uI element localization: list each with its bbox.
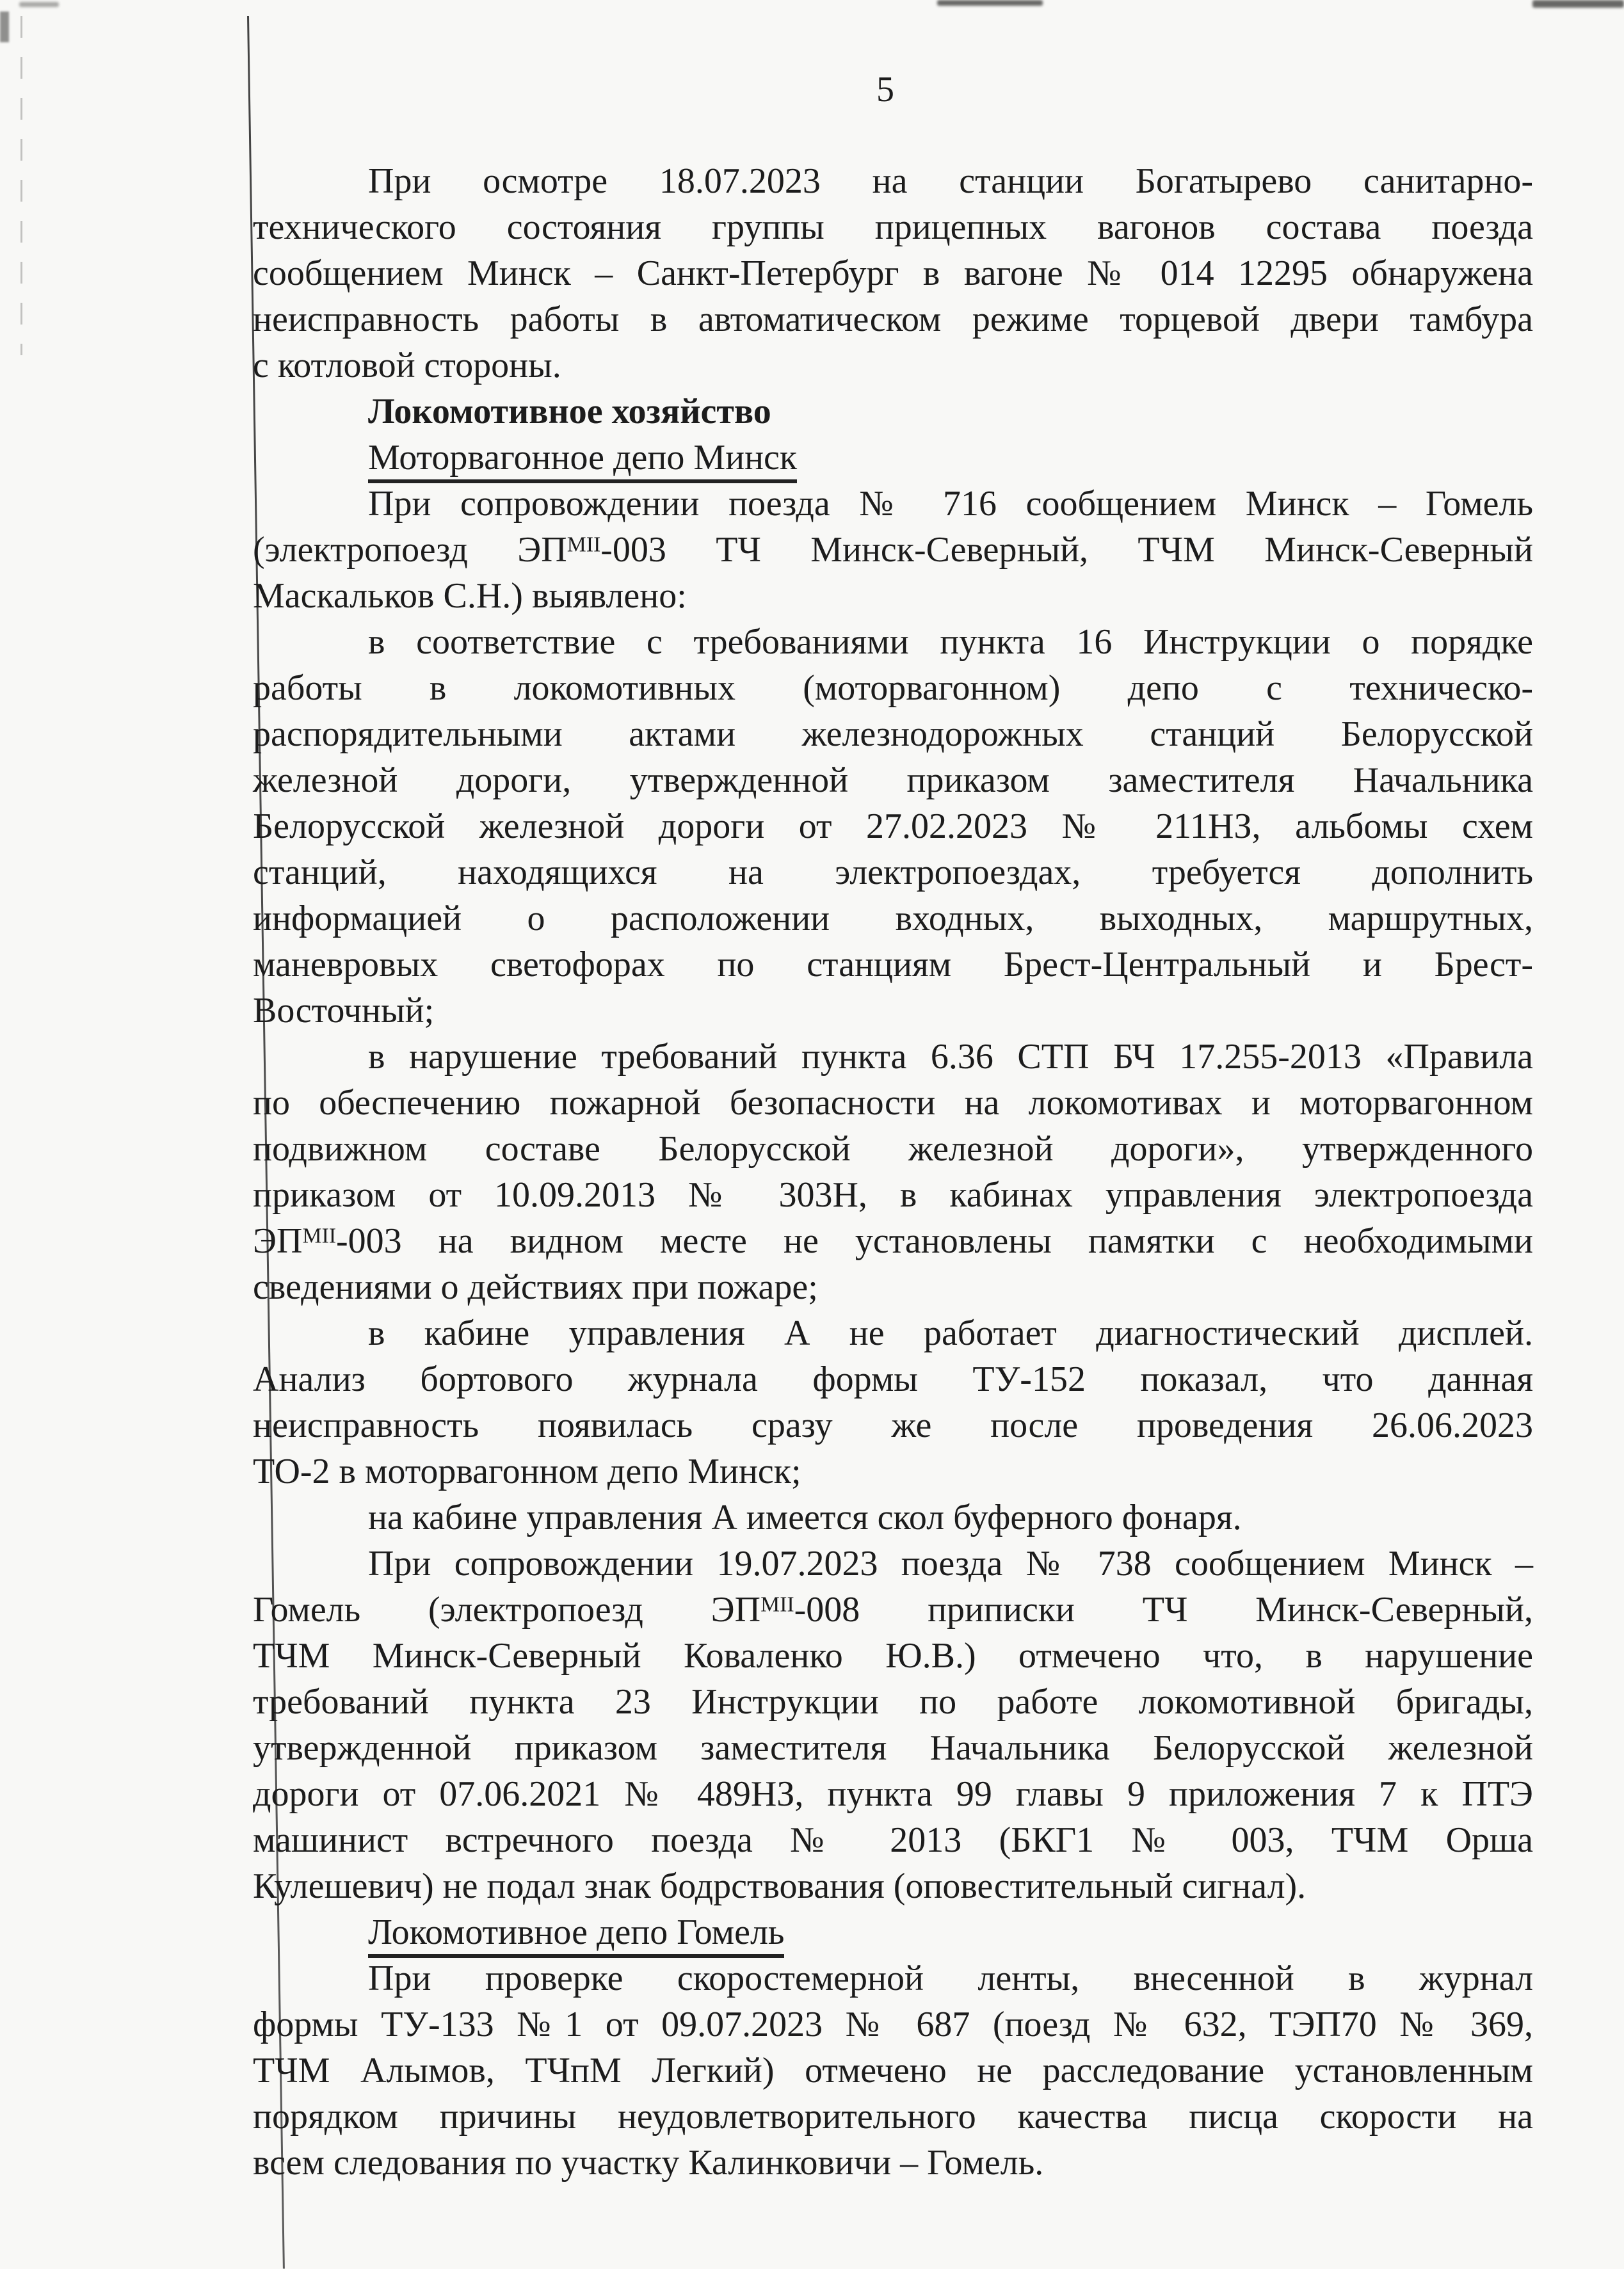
subsection-heading-line: [253, 1909, 1533, 1955]
paragraph-line: железной дороги, утвержденной приказом заместителя Начальника: [253, 760, 1533, 800]
paragraph-line: приказом от 10.09.2013 № 303Н, в кабинах управления электропоезда: [253, 1175, 1533, 1215]
scan-smudge-artifact: [937, 0, 1043, 6]
paragraph-line: подвижном составе Белорусской железной дороги», утвержденного: [253, 1129, 1533, 1169]
paragraph-line: на кабине управления А имеется скол буферного фонаря.: [368, 1498, 1242, 1537]
paragraph-line: Кулешевич) не подал знак бодрствования (оповестительный сигнал).: [253, 1866, 1306, 1906]
paragraph-line: в кабине управления А не работает диагностический дисплей.: [368, 1313, 1533, 1353]
paragraph-line: по обеспечению пожарной безопасности на локомотивах и моторвагонном: [253, 1083, 1533, 1123]
paragraph-line: ТО-2 в моторвагонном депо Минск;: [253, 1452, 801, 1491]
paragraph-line: станций, находящихся на электропоездах, требуется дополнить: [253, 853, 1533, 892]
paragraph-line: технического состояния группы прицепных вагонов состава поезда: [253, 207, 1533, 247]
subsection-heading-line: [253, 435, 1533, 481]
paragraph-line: дороги от 07.06.2021 № 489НЗ, пункта 99 главы 9 приложения 7 к ПТЭ: [253, 1774, 1533, 1814]
paragraph-line: неисправность работы в автоматическом режиме торцевой двери тамбура: [253, 300, 1533, 339]
page-number: 5: [876, 70, 894, 109]
paragraph-line: утвержденной приказом заместителя Начальника Белорусской железной: [253, 1728, 1533, 1768]
paragraph-line: Восточный;: [253, 991, 435, 1030]
paragraph-line: всем следования по участку Калинковичи – Гомель.: [253, 2143, 1044, 2183]
paragraph-line: При осмотре 18.07.2023 на станции Богатырево санитарно-: [368, 161, 1533, 201]
paragraph-line: При проверке скоростемерной ленты, внесенной в журнал: [368, 1959, 1533, 1998]
paragraph-line: в соответствие с требованиями пункта 16 Инструкции о порядке: [368, 622, 1533, 662]
paragraph-line: машинист встречного поезда № 2013 (БКГ1 № 003, ТЧМ Орша: [253, 1820, 1533, 1860]
paragraph-line: ТЧМ Минск-Северный Коваленко Ю.В.) отмечено что, в нарушение: [253, 1636, 1533, 1676]
paragraph-line: формы ТУ-133 №1 от 09.07.2023 № 687 (поезд № 632, ТЭП70 № 369,: [253, 2005, 1533, 2044]
scan-smudge-artifact: [1532, 0, 1624, 8]
scan-edge-artifact: [20, 16, 22, 355]
paragraph-line: неисправность появилась сразу же после проведения 26.06.2023: [253, 1406, 1533, 1445]
paragraph-line: (электропоезд ЭПᴹᴵᴵ-003 ТЧ Минск-Северный, ТЧМ Минск-Северный: [253, 530, 1533, 570]
paragraph-line: сообщением Минск – Санкт-Петербург в вагоне № 014 12295 обнаружена: [253, 253, 1533, 293]
paragraph-line: сведениями о действиях при пожаре;: [253, 1267, 818, 1307]
scan-corner-artifact: [0, 12, 9, 42]
underlined-heading-text: Локомотивное депо Гомель: [368, 1912, 784, 1958]
paragraph-line: Белорусской железной дороги от 27.02.2023 № 211НЗ, альбомы схем: [253, 806, 1533, 846]
section-heading-line: Локомотивное хозяйство: [368, 392, 771, 431]
paragraph-line: с котловой стороны.: [253, 346, 561, 385]
paragraph-line: в нарушение требований пункта 6.36 СТП БЧ 17.255-2013 «Правила: [368, 1037, 1533, 1077]
scan-smudge-artifact: [19, 2, 59, 7]
paragraph-line: маневровых светофорах по станциям Брест-Центральный и Брест-: [253, 945, 1533, 984]
underlined-heading-text: Моторвагонное депо Минск: [368, 438, 797, 483]
paragraph-line: ТЧМ Алымов, ТЧпМ Легкий) отмечено не расследование установленным: [253, 2051, 1533, 2090]
paragraph-line: ЭПᴹᴵᴵ-003 на видном месте не установлены памятки с необходимыми: [253, 1221, 1533, 1261]
paragraph-line: работы в локомотивных (моторвагонном) депо с техническо-: [253, 668, 1533, 708]
paragraph-line: Гомель (электропоезд ЭПᴹᴵᴵ-008 приписки ТЧ Минск-Северный,: [253, 1590, 1533, 1630]
paragraph-line: При сопровождении 19.07.2023 поезда № 738 сообщением Минск –: [368, 1544, 1533, 1583]
paragraph-line: информацией о расположении входных, выходных, маршрутных,: [253, 899, 1533, 938]
paragraph-line: Анализ бортового журнала формы ТУ-152 показал, что данная: [253, 1359, 1533, 1399]
paragraph-line: При сопровождении поезда № 716 сообщением Минск – Гомель: [368, 484, 1533, 524]
paragraph-line: распорядительными актами железнодорожных станций Белорусской: [253, 714, 1533, 754]
paragraph-line: требований пункта 23 Инструкции по работе локомотивной бригады,: [253, 1682, 1533, 1722]
paragraph-line: порядком причины неудовлетворительного качества писца скорости на: [253, 2097, 1533, 2137]
document-body: [253, 158, 1533, 2186]
paragraph-line: Маскальков С.Н.) выявлено:: [253, 576, 687, 616]
